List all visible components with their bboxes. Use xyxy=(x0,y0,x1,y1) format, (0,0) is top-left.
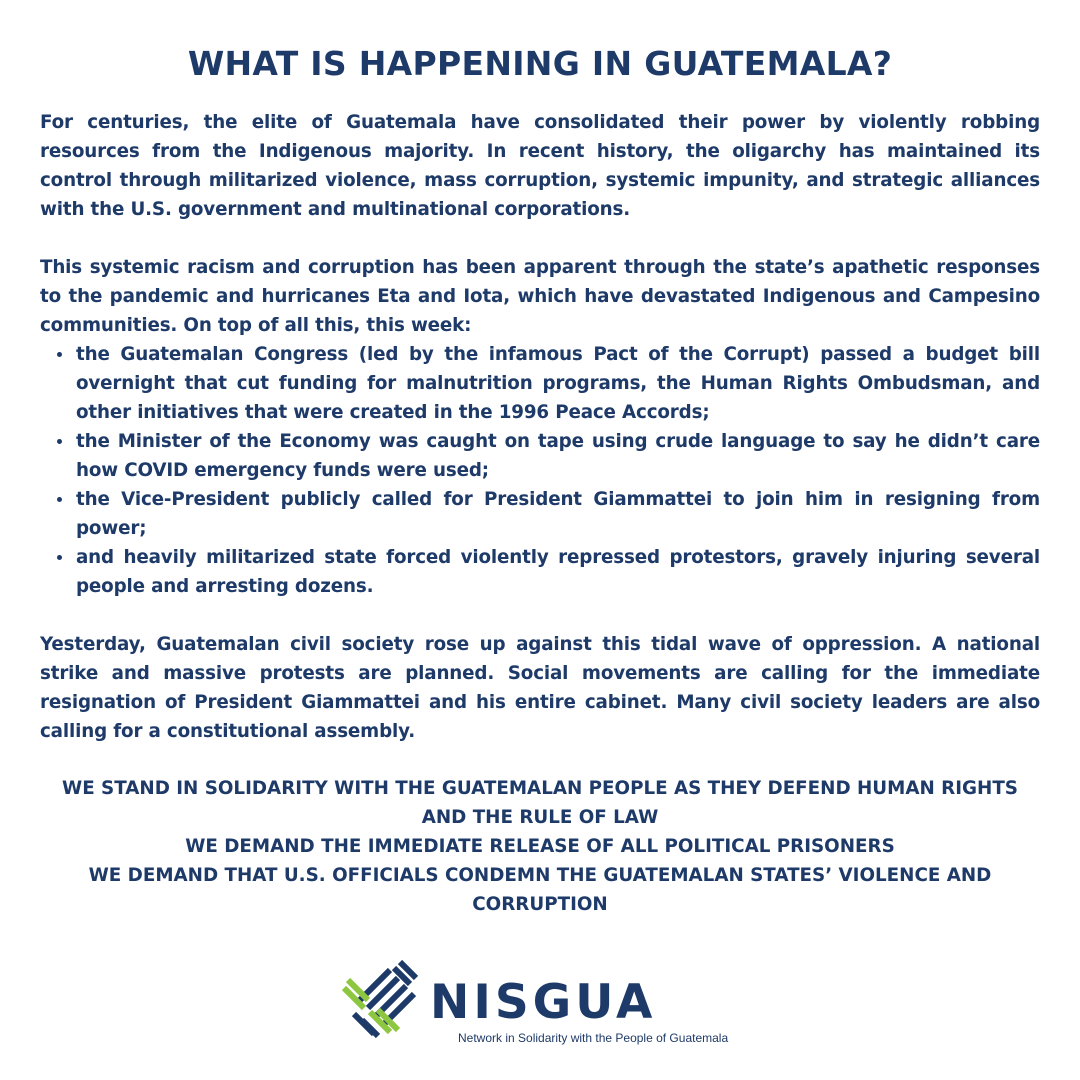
intro-paragraph: For centuries, the elite of Guatemala have consolidated their power by violently robbing resources from the Indigenous majority. In recent history, the oligarchy has maintained its control through militarized violence, mass corruption, systemic impunity, and strategic alliances with the U.S. government and multinational corporations. xyxy=(40,112,1040,220)
demand-release-prisoners: WE DEMAND THE IMMEDIATE RELEASE OF ALL POLITICAL PRISONERS xyxy=(185,836,895,857)
list-item xyxy=(40,543,1040,601)
nisgua-logo xyxy=(340,958,740,1048)
page-title: WHAT IS HAPPENING IN GUATEMALA? xyxy=(187,44,893,83)
demands-block xyxy=(40,774,1040,919)
this-week-list xyxy=(40,340,1040,601)
list-item-text: and heavily militarized state forced violently repressed protestors, gravely injuring several people and arresting dozens. xyxy=(76,547,1040,597)
demand-us-condemn: WE DEMAND THAT U.S. OFFICIALS CONDEMN THE GUATEMALAN STATES’ VIOLENCE AND CORRUPTION xyxy=(88,865,992,915)
bullet-icon xyxy=(57,439,62,444)
document-page xyxy=(40,0,1040,1080)
list-item-text: the Vice-President publicly called for President Giammattei to join him in resigning from power; xyxy=(76,489,1040,539)
body-text xyxy=(40,108,1040,746)
bullet-icon xyxy=(57,555,62,560)
bullet-icon xyxy=(57,497,62,502)
logo-tagline: Network in Solidarity with the People of Guatemala xyxy=(458,1031,729,1045)
list-item xyxy=(40,485,1040,543)
list-item xyxy=(40,427,1040,485)
yesterday-paragraph: Yesterday, Guatemalan civil society rose up against this tidal wave of oppression. A national strike and massive protests are planned. Social movements are calling for the immediate resignation of President Giammattei and his entire cabinet. Many civil society leaders are also calling for a constitutional assembly. xyxy=(40,634,1040,742)
logo-wordmark: NISGUA xyxy=(430,975,657,1030)
context-paragraph: This systemic racism and corruption has been apparent through the state’s apathetic responses to the pandemic and hurricanes Eta and Iota, which have devastated Indigenous and Campesino communities. On top of all this, this week: xyxy=(40,257,1040,336)
demand-solidarity: WE STAND IN SOLIDARITY WITH THE GUATEMALAN PEOPLE AS THEY DEFEND HUMAN RIGHTS AND THE RULE OF LAW xyxy=(62,778,1018,828)
woven-diagonal-stripes-logo-icon xyxy=(340,958,430,1048)
bullet-icon xyxy=(57,352,62,357)
list-item xyxy=(40,340,1040,427)
list-item-text: the Guatemalan Congress (led by the infamous Pact of the Corrupt) passed a budget bill overnight that cut funding for malnutrition programs, the Human Rights Ombudsman, and other initiatives that were created in the 1996 Peace Accords; xyxy=(76,344,1040,423)
list-item-text: the Minister of the Economy was caught on tape using crude language to say he didn’t care how COVID emergency funds were used; xyxy=(76,431,1040,481)
